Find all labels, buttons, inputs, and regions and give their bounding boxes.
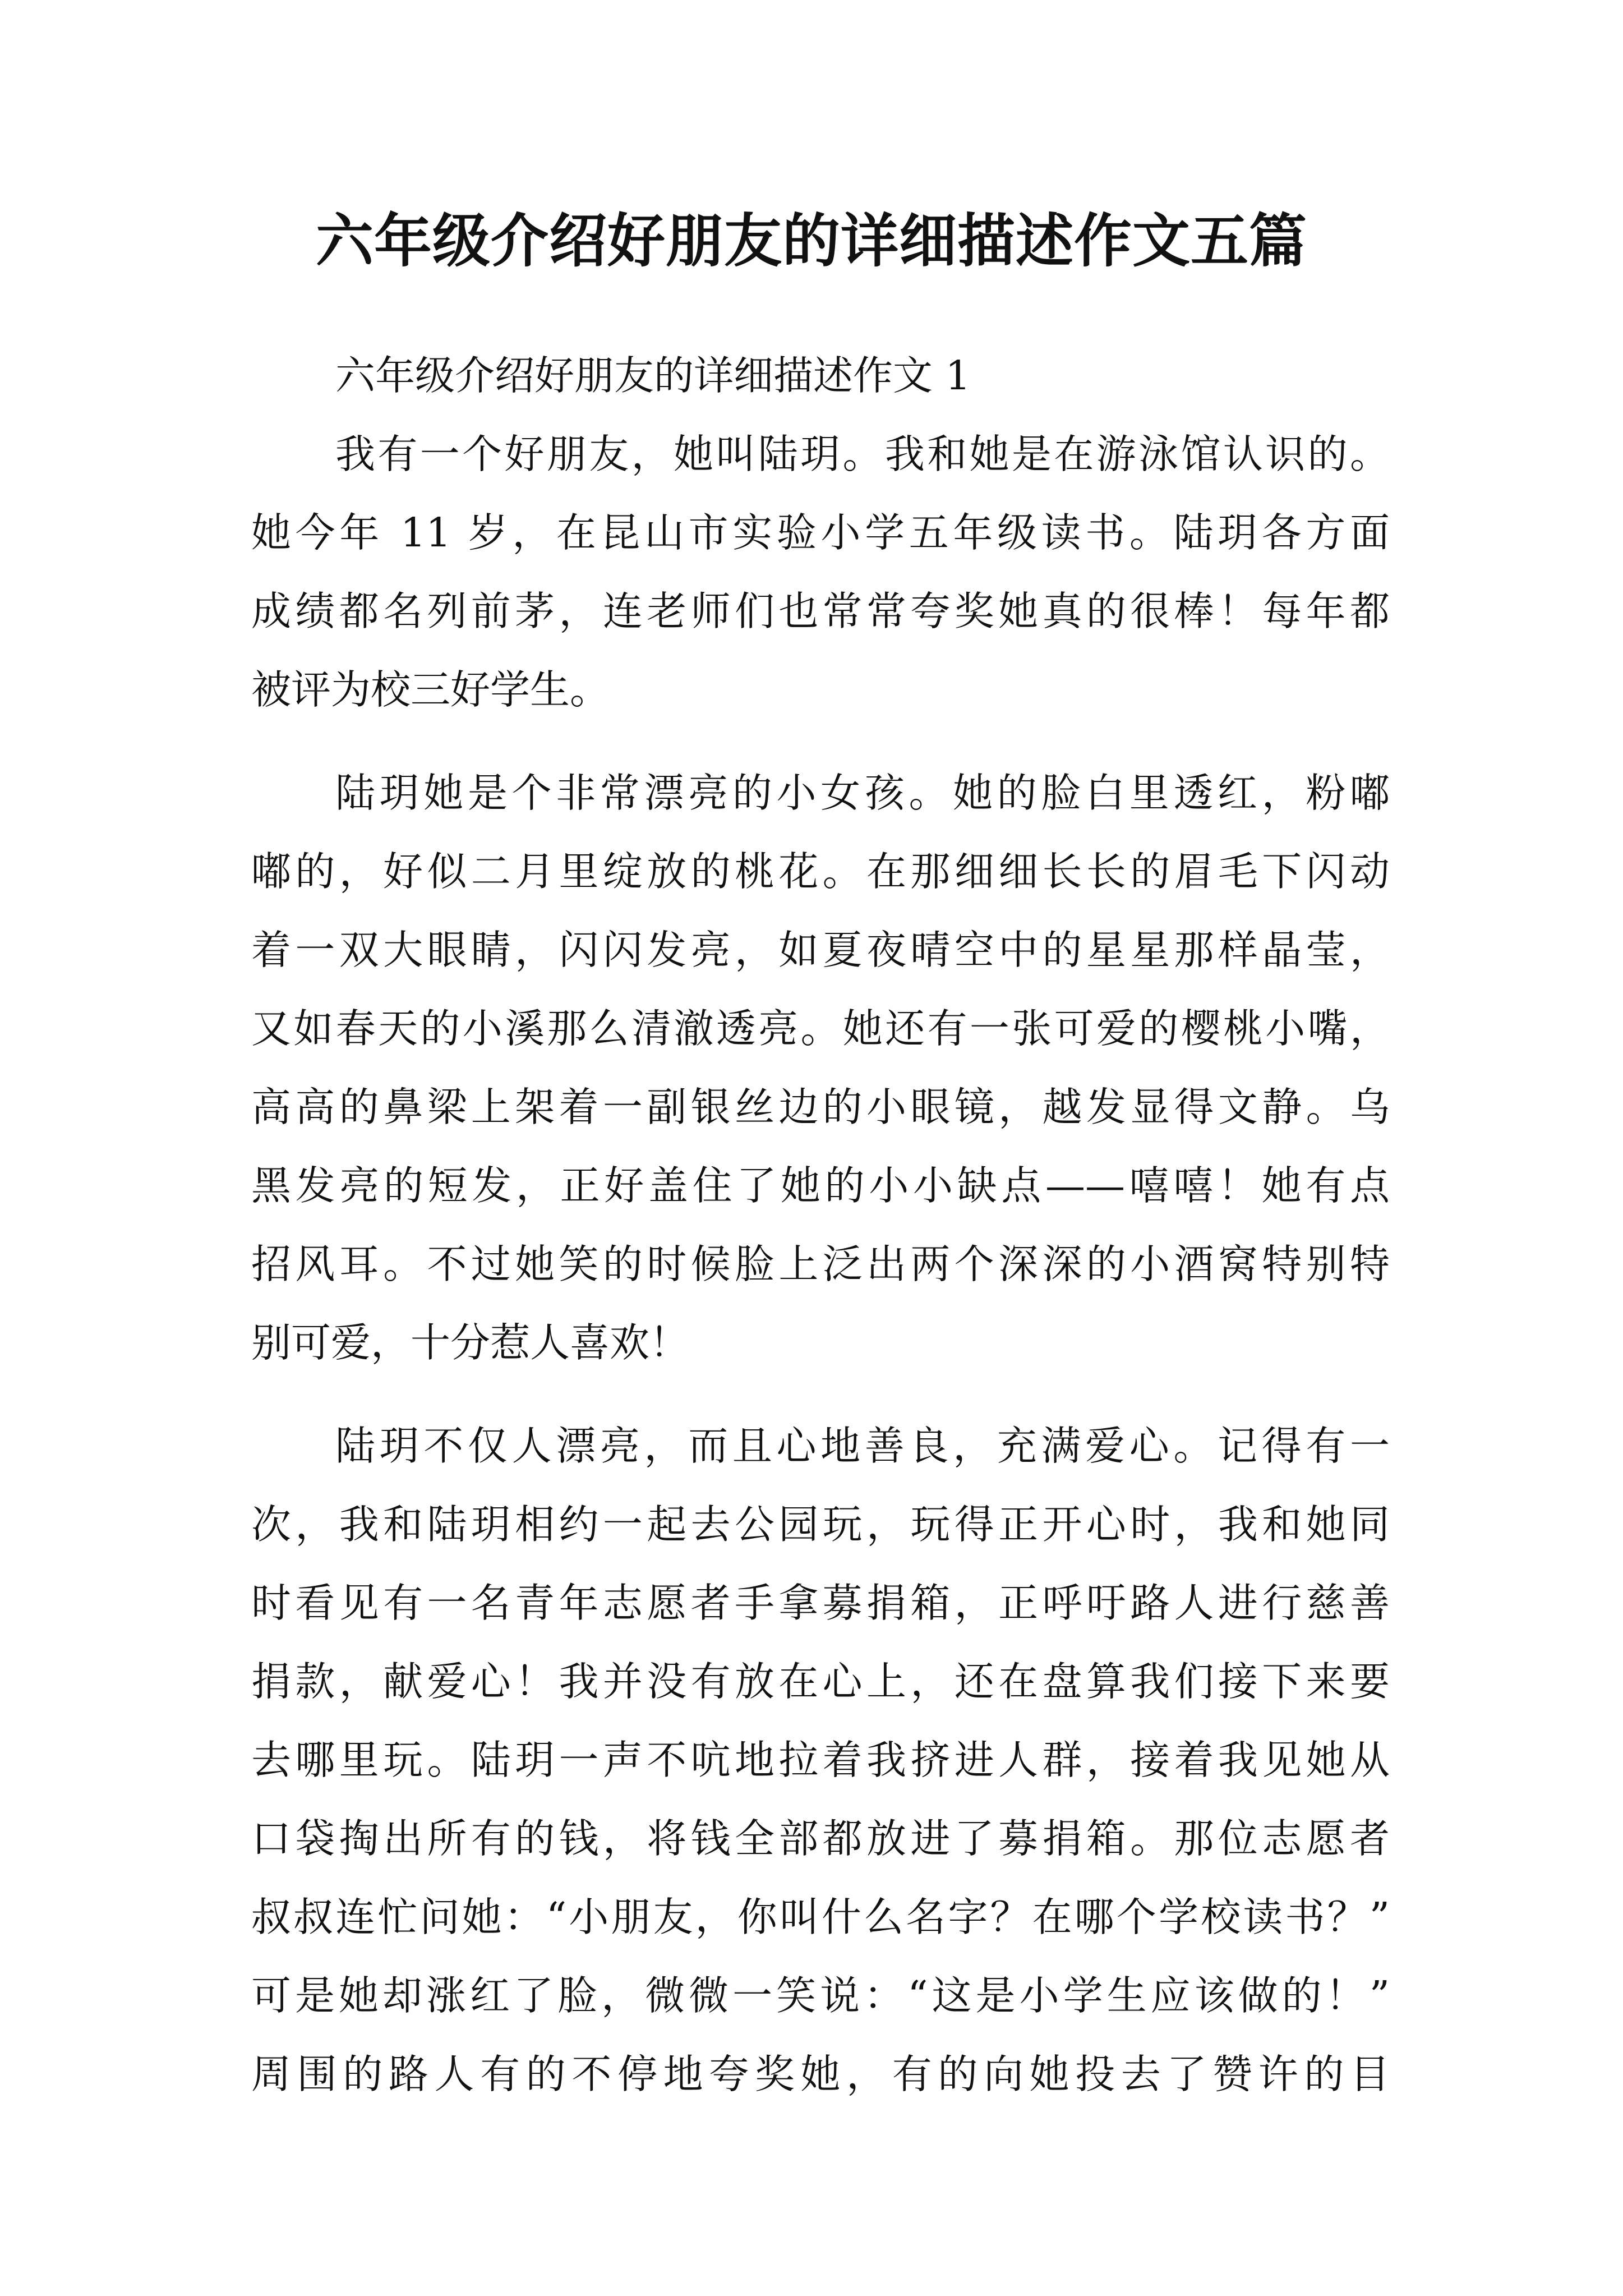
paragraph-line: 时看见有一名青年志愿者手拿募捐箱，正呼吁路人进行慈善 [251,1580,1390,1626]
paragraph-line: 陆玥不仅人漂亮，而且心地善良，充满爱心。记得有一 [335,1423,1390,1469]
paragraph-line: 着一双大眼睛，闪闪发亮，如夏夜晴空中的星星那样晶莹， [251,927,1390,973]
paragraph-line: 捐款，献爱心！我并没有放在心上，还在盘算我们接下来要 [251,1658,1390,1705]
paragraph-line: 被评为校三好学生。 [251,666,610,713]
paragraph-line: 去哪里玩。陆玥一声不吭地拉着我挤进人群，接着我见她从 [251,1737,1390,1783]
document-title: 六年级介绍好朋友的详细描述作文五篇 [316,207,1307,275]
document-body [251,337,1390,2114]
paragraph-line: 成绩都名列前茅，连老师们也常常夸奖她真的很棒！每年都 [251,588,1390,634]
paragraph-3 [251,1407,1390,2114]
paragraph-line: 嘟的，好似二月里绽放的桃花。在那细细长长的眉毛下闪动 [251,848,1390,895]
paragraph-line: 高高的鼻梁上架着一副银丝边的小眼镜，越发显得文静。乌 [251,1084,1390,1130]
paragraph-line: 陆玥她是个非常漂亮的小女孩。她的脸白里透红，粉嘟 [335,770,1390,816]
paragraph-line: 口袋掏出所有的钱，将钱全部都放进了募捐箱。那位志愿者 [251,1815,1390,1862]
paragraph-line: 她今年 11 岁，在昆山市实验小学五年级读书。陆玥各方面 [251,509,1390,556]
paragraph-line: 又如春天的小溪那么清澈透亮。她还有一张可爱的樱桃小嘴， [251,1005,1390,1052]
paragraph-line: 招风耳。不过她笑的时候脸上泛出两个深深的小酒窝特别特 [251,1241,1390,1287]
paragraph-spacer [251,1382,1390,1407]
section-heading: 六年级介绍好朋友的详细描述作文 1 [335,352,971,399]
paragraph-line: 我有一个好朋友，她叫陆玥。我和她是在游泳馆认识的。 [335,431,1390,477]
paragraph-line: 周围的路人有的不停地夸奖她，有的向她投去了赞许的目 [251,2051,1390,2097]
paragraph-2 [251,754,1390,1382]
paragraph-line: 叔叔连忙问她：“小朋友，你叫什么名字？在哪个学校读书？” [251,1894,1390,1940]
paragraph-line: 次，我和陆玥相约一起去公园玩，玩得正开心时，我和她同 [251,1501,1390,1548]
paragraph-line: 可是她却涨红了脸，微微一笑说：“这是小学生应该做的！” [251,1972,1390,2019]
paragraph-1 [251,415,1390,729]
paragraph-line: 黑发亮的短发，正好盖住了她的小小缺点——嘻嘻！她有点 [251,1162,1390,1209]
paragraph-line: 别可爱，十分惹人喜欢！ [251,1319,690,1366]
paragraph-spacer [251,729,1390,754]
